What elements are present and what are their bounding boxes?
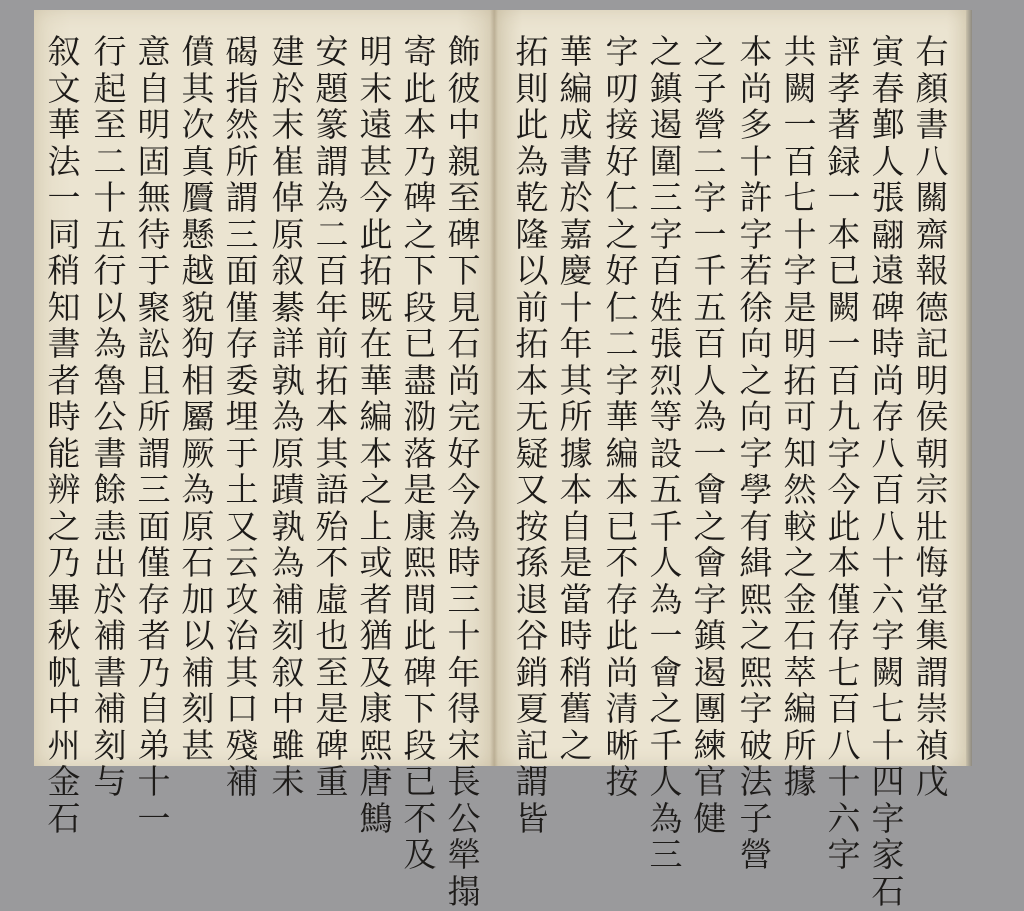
text-column: 字叨接好仁之好仁二字華編本已不存此尚清晰按 [605,32,639,801]
text-column: 建於末崔倬原叙綦詳孰為原蹟孰為補刻叙中雖未 [271,32,305,801]
text-column: 意自明固無待于聚訟且所謂三面僅存者乃自弟十一 [137,32,171,838]
text-column: 飾彼中親至碑下見石尚完好今為時三十年得宋長公犖搨 [447,32,481,911]
text-column: 明末遠甚今此拓既在華編本之上或者猶及康熙唐鷦 [359,32,393,838]
text-column: 之子營二字一千五百人為一會之會字鎮遏團練官健 [693,32,727,838]
text-column: 行起至二十五行以為魯公書餘恚出於補書補刻与 [93,32,127,801]
text-column: 叙文華法一同稍知書者時能辨之乃畢秋帆中州金石 [47,32,81,838]
text-column: 寄此本乃碑之下段已盡泐落是康熙間此碑下段已不及 [403,32,437,874]
text-column: 本尚多十許字若徐向之向字學有緝熙之熙字破法子營 [739,32,773,874]
text-column: 拓則此為乾隆以前拓本无疑又按孫退谷銷夏記謂皆 [515,32,549,838]
text-column: 安題篆謂為二百年前拓本其語殆不虛也至是碑重 [315,32,349,801]
text-column: 寅春鄞人張翮遠碑時尚存八百八十六字闕七十四字家石 [871,32,905,911]
page-edge [966,10,972,766]
book-gutter [490,10,498,766]
text-column: 共闕一百七十字是明拓可知然較之金石萃編所據 [783,32,817,801]
text-column: 之鎮遏圍三字百姓張烈等設五千人為一會之千人為三 [649,32,683,874]
text-column: 僨其次真贗懸越貌狗相屬厥為原石加以補刻甚 [181,32,215,765]
text-column: 右顏書八關齋報德記明侯朝宗壯悔堂集謂崇禎戊 [915,32,949,801]
text-column: 華編成書於嘉慶十年其所據本自是當時稍舊之 [559,32,593,765]
text-column: 碣指然所謂三面僅存委埋于土又云攻治其口殘補 [225,32,259,801]
text-column: 評孝著録一本已闕一百九字今此本僅存七百八十六字 [827,32,861,874]
